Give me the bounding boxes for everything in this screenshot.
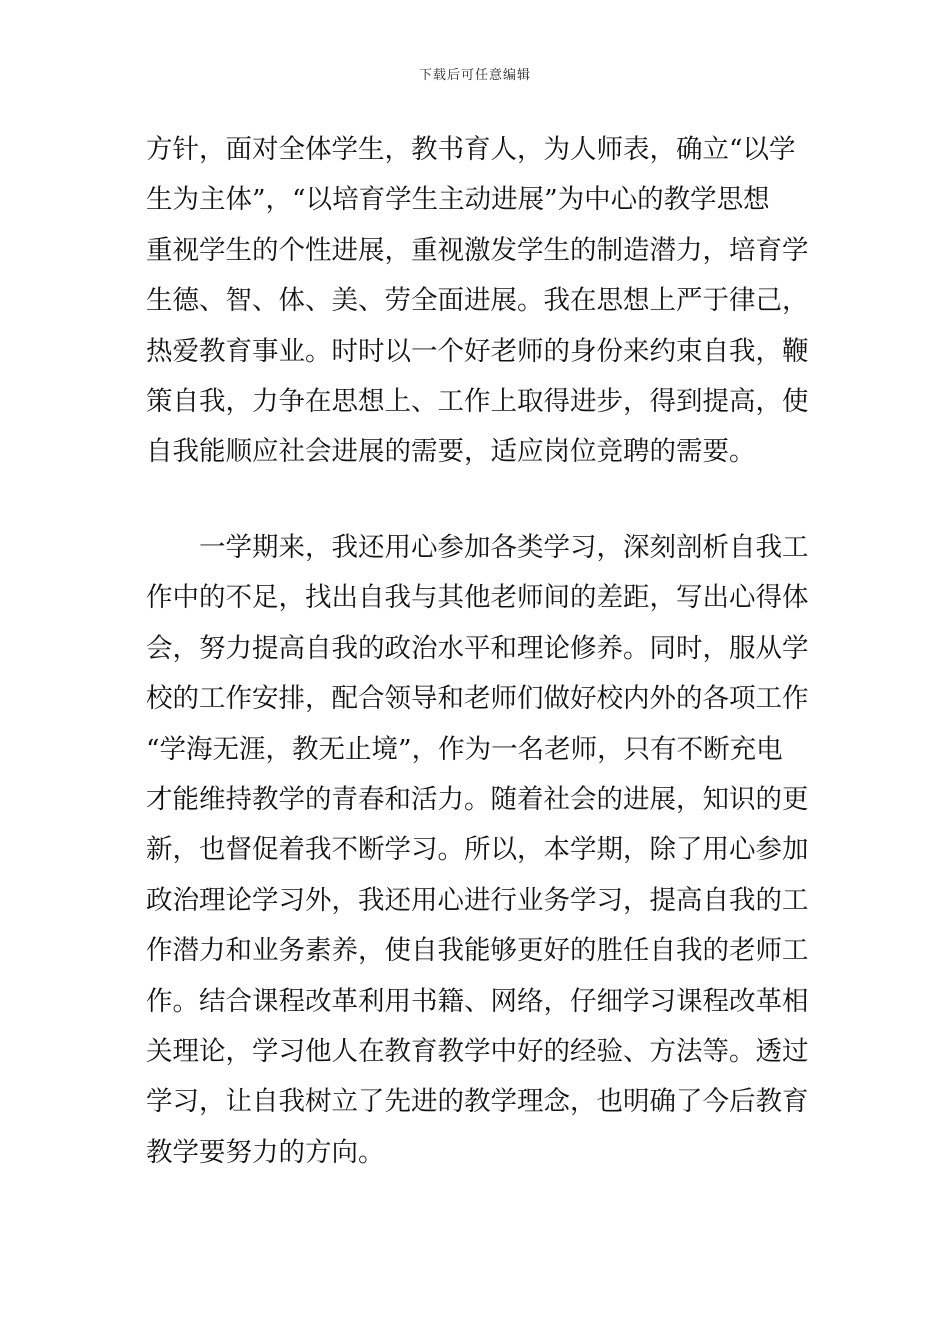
text-line: 新，也督促着我不断学习。所以，本学期，除了用心参加	[146, 834, 809, 866]
text-line: 会，努力提高自我的政治水平和理论修养。同时，服从学	[146, 632, 809, 664]
text-line: 一学期来，我还用心参加各类学习，深刻剖析自我工	[199, 532, 809, 563]
text-line: 生为主体”，“以培育学生主动进展”为中心的教学思想	[146, 184, 770, 216]
paragraph-1	[146, 125, 808, 478]
text-line: “学海无涯，教无止境”，作为一名老师，只有不断充电	[146, 733, 783, 765]
page-header: 下载后可任意编辑	[418, 68, 531, 83]
text-line: 教学要努力的方向。	[146, 1136, 385, 1168]
text-line: 政治理论学习外，我还用心进行业务学习，提高自我的工	[146, 884, 809, 916]
text-line: 策自我，力争在思想上、工作上取得进步，得到提高，使	[146, 385, 809, 417]
text-line: 作。结合课程改革利用书籍、网络，仔细学习课程改革相	[146, 985, 809, 1017]
text-line: 校的工作安排，配合领导和老师们做好校内外的各项工作	[146, 683, 809, 715]
text-line: 重视学生的个性进展，重视激发学生的制造潜力，培育学	[146, 234, 809, 266]
text-line: 方针，面对全体学生，教书育人，为人师表，确立“以学	[146, 134, 796, 165]
text-line: 生德、智、体、美、劳全面进展。我在思想上严于律己，	[146, 285, 809, 317]
text-line: 学习，让自我树立了先进的教学理念，也明确了今后教育	[146, 1086, 809, 1118]
text-line: 作中的不足，找出自我与其他老师间的差距，写出心得体	[146, 582, 809, 614]
text-line: 关理论，学习他人在教育教学中好的经验、方法等。透过	[146, 1035, 809, 1067]
text-line: 热爱教育事业。时时以一个好老师的身份来约束自我，鞭	[146, 335, 809, 367]
text-line: 才能维持教学的青春和活力。随着社会的进展，知识的更	[146, 783, 809, 815]
text-line: 自我能顺应社会进展的需要，适应岗位竞聘的需要。	[146, 436, 756, 468]
paragraph-2	[146, 523, 808, 1178]
text-line: 作潜力和业务素养，使自我能够更好的胜任自我的老师工	[146, 935, 809, 967]
